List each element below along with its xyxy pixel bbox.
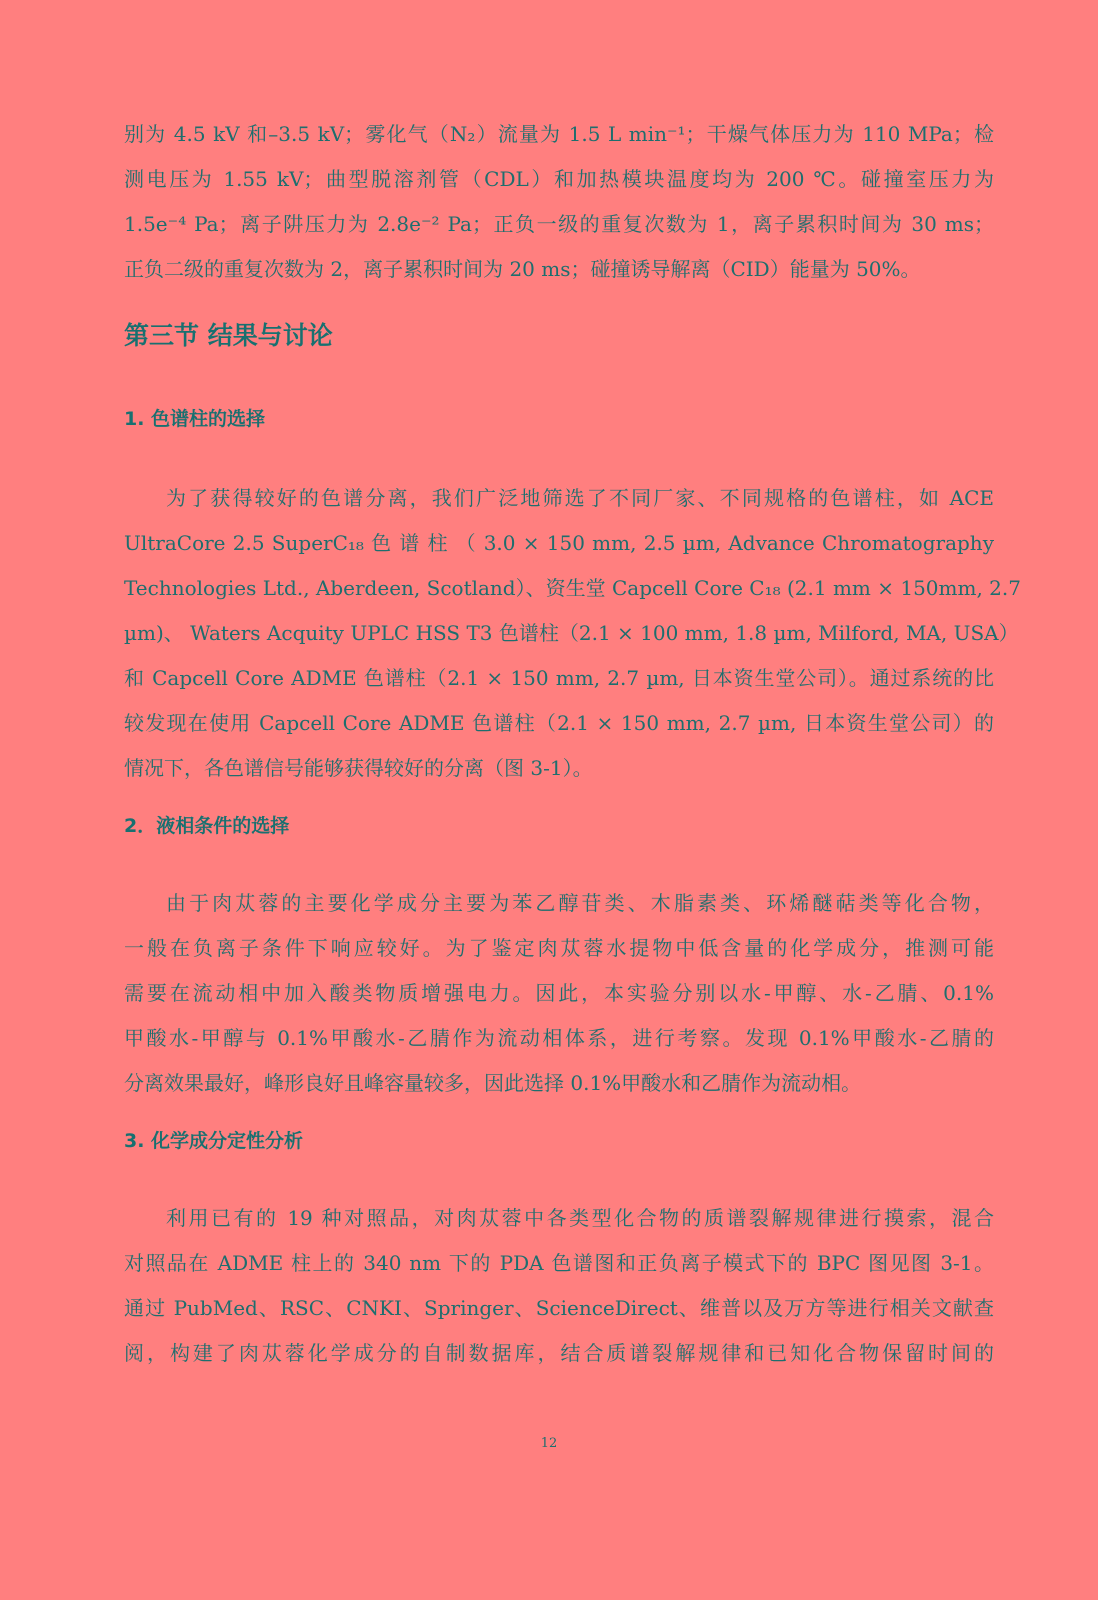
paragraph-line: 为了获得较好的色谱分离，我们广泛地筛选了不同厂家、不同规格的色谱柱，如 ACE: [166, 486, 994, 510]
subsection-paragraph: [124, 881, 994, 1106]
section-title: 第三节 结果与讨论: [124, 321, 333, 350]
subsection-heading: 1. 色谱柱的选择: [124, 408, 266, 430]
paragraph-line: 较发现在使用 Capcell Core ADME 色谱柱（2.1 × 150 mm, 2.7 µm, 日本资生堂公司）的: [124, 711, 994, 735]
paragraph-line: 1.5e⁻⁴ Pa；离子阱压力为 2.8e⁻² Pa；正负一级的重复次数为 1，离子累积时间为 30 ms；: [124, 212, 994, 236]
paragraph-line: 对照品在 ADME 柱上的 340 nm 下的 PDA 色谱图和正负离子模式下的 BPC 图见图 3-1。: [124, 1251, 994, 1275]
subsection-heading: 3. 化学成分定性分析: [124, 1130, 304, 1152]
paragraph-line: 通过 PubMed、RSC、CNKI、Springer、ScienceDirect、维普以及万方等进行相关文献查: [124, 1296, 994, 1320]
paragraph-line: 别为 4.5 kV 和–3.5 kV；雾化气（N₂）流量为 1.5 L min⁻¹；干燥气体压力为 110 MPa；检: [124, 122, 994, 146]
paragraph-line: 情况下，各色谱信号能够获得较好的分离（图 3-1）。: [124, 756, 593, 780]
paragraph-line: 阅，构建了肉苁蓉化学成分的自制数据库，结合质谱裂解规律和已知化合物保留时间的: [124, 1341, 994, 1365]
paragraph-line: 一般在负离子条件下响应较好。为了鉴定肉苁蓉水提物中低含量的化学成分，推测可能: [124, 936, 994, 960]
paragraph-line: 甲酸水-甲醇与 0.1%甲酸水-乙腈作为流动相体系，进行考察。发现 0.1%甲酸水-乙腈的: [124, 1026, 994, 1050]
subsection-paragraph: [124, 476, 1021, 791]
paragraph-line: 分离效果最好，峰形良好且峰容量较多，因此选择 0.1%甲酸水和乙腈作为流动相。: [124, 1071, 862, 1095]
page-content: [124, 112, 1021, 1376]
page-number: 12: [540, 1436, 558, 1451]
continued-paragraph: [124, 112, 994, 292]
paragraph-line: 需要在流动相中加入酸类物质增强电力。因此，本实验分别以水-甲醇、水-乙腈、0.1%: [124, 981, 994, 1005]
paragraph-line: UltraCore 2.5 SuperC₁₈ 色 谱 柱 （ 3.0 × 150 mm, 2.5 µm, Advance Chromatography: [124, 531, 994, 555]
subsection-heading: 2．液相条件的选择: [124, 815, 290, 837]
paragraph-line: Technologies Ltd., Aberdeen, Scotland）、资生堂 Capcell Core C₁₈ (2.1 mm × 150mm, 2.7: [124, 576, 1021, 600]
paragraph-line: 由于肉苁蓉的主要化学成分主要为苯乙醇苷类、木脂素类、环烯醚萜类等化合物，: [166, 891, 994, 915]
paragraph-line: µm)、 Waters Acquity UPLC HSS T3 色谱柱（2.1 × 100 mm, 1.8 µm, Milford, MA, USA）: [124, 621, 1019, 645]
paragraph-line: 和 Capcell Core ADME 色谱柱（2.1 × 150 mm, 2.7 µm, 日本资生堂公司）。通过系统的比: [124, 666, 994, 690]
paragraph-line: 利用已有的 19 种对照品，对肉苁蓉中各类型化合物的质谱裂解规律进行摸索，混合: [166, 1206, 994, 1230]
subsection-paragraph: [124, 1196, 994, 1376]
paragraph-line: 正负二级的重复次数为 2，离子累积时间为 20 ms；碰撞诱导解离（CID）能量为 50%。: [124, 257, 921, 281]
paragraph-line: 测电压为 1.55 kV；曲型脱溶剂管（CDL）和加热模块温度均为 200 ℃。碰撞室压力为: [124, 167, 994, 191]
